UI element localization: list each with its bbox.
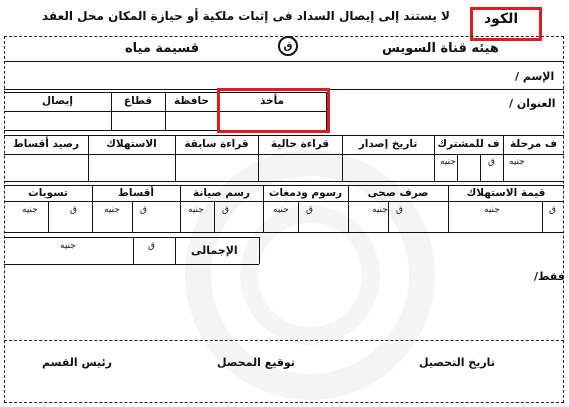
maint-piaster: ق [222, 205, 229, 215]
row2-sub-v1 [542, 201, 543, 232]
header-subscriber: ف للمشترك [437, 138, 500, 150]
total-bottom [4, 264, 259, 265]
fees-piaster: ق [306, 205, 313, 215]
cell-hafza: حافظة [174, 95, 209, 107]
organization-name: هيئه قناة السويس [382, 41, 499, 56]
logo-letter: ق [283, 40, 293, 52]
address-label: العنوان / [509, 97, 556, 110]
total-pound: جنيه [60, 241, 76, 251]
mekhad-highlight-box [217, 88, 330, 133]
total-label: الإجمالى [191, 244, 238, 257]
cell-mekhad: مأخذ [259, 95, 285, 107]
row2-sub-v6 [48, 201, 49, 232]
row1-bottom [4, 181, 564, 182]
inst-pound: جنيه [104, 205, 120, 215]
row1-sub-v2 [457, 154, 458, 181]
collector-signature-label: توقيع المحصل [217, 356, 295, 369]
row2-sub-v2 [388, 201, 389, 232]
code-label: الكود [484, 11, 519, 27]
subscriber-pound: جنيه [440, 157, 456, 167]
cv-piaster: ق [549, 205, 556, 215]
total-piaster: ق [148, 241, 155, 251]
settle-pound: جنيه [22, 205, 38, 215]
name-label: الإسم / [515, 70, 555, 83]
header-consumption: الاستهلاك [106, 138, 157, 150]
department-name: قسيمة مياه [125, 41, 200, 56]
phase-pound: جنيه [509, 157, 525, 167]
inst-piaster: ق [140, 205, 147, 215]
total-v2 [175, 237, 176, 264]
phase-piaster: ق [488, 157, 495, 167]
row2-bottom [4, 232, 564, 233]
legal-notice: لا يستند إلى إيصال السداد فى إثبات ملكية أو حيازة المكان محل العقد [42, 9, 450, 23]
amount-in-words-label: فقط/ [534, 270, 565, 283]
header-fees-stamps: رسوم ودمغات [268, 187, 343, 199]
sewage-pound: جنيه [372, 205, 388, 215]
cell-esal: إيصال [42, 95, 73, 107]
footer-divider [4, 340, 564, 341]
header-installments: أقساط [117, 187, 154, 199]
row2-header-bottom [4, 201, 564, 202]
total-v1 [259, 237, 260, 264]
cell-qetaa: قطاع [123, 95, 153, 107]
department-head-label: رئيس القسم [42, 356, 112, 369]
collection-date-label: تاريخ التحصيل [419, 356, 495, 369]
total-top [4, 237, 259, 238]
row2-sub-v4 [214, 201, 215, 232]
header-phase: ف مرحلة [509, 138, 558, 150]
header-divider [4, 61, 564, 62]
header-previous-reading: قراءة سابقة [184, 138, 249, 150]
header-issue-date: تاريخ إصدار [358, 138, 418, 150]
header-current-reading: قراءة حالية [270, 138, 330, 150]
header-sewage: صرف صحى [367, 187, 429, 199]
row1-sub-v1 [480, 154, 481, 181]
header-consumption-value: قيمة الاستهلاك [466, 187, 546, 199]
organization-logo-icon [278, 36, 298, 56]
watermark-seal-inner [240, 205, 380, 345]
header-settlements: تسويات [28, 187, 68, 199]
fees-pound: جنيه [273, 205, 289, 215]
header-installment-balance: رصيد أقساط [12, 138, 80, 150]
cv-pound: جنيه [484, 205, 500, 215]
total-v3 [133, 237, 134, 264]
row2-sub-v3 [298, 201, 299, 232]
row2-sub-v5 [132, 201, 133, 232]
settle-piaster: ق [70, 205, 77, 215]
sewage-piaster: ق [396, 205, 403, 215]
row2-top [4, 185, 564, 186]
header-maintenance-fee: رسم صيانة [193, 187, 250, 199]
maint-pound: جنيه [188, 205, 204, 215]
